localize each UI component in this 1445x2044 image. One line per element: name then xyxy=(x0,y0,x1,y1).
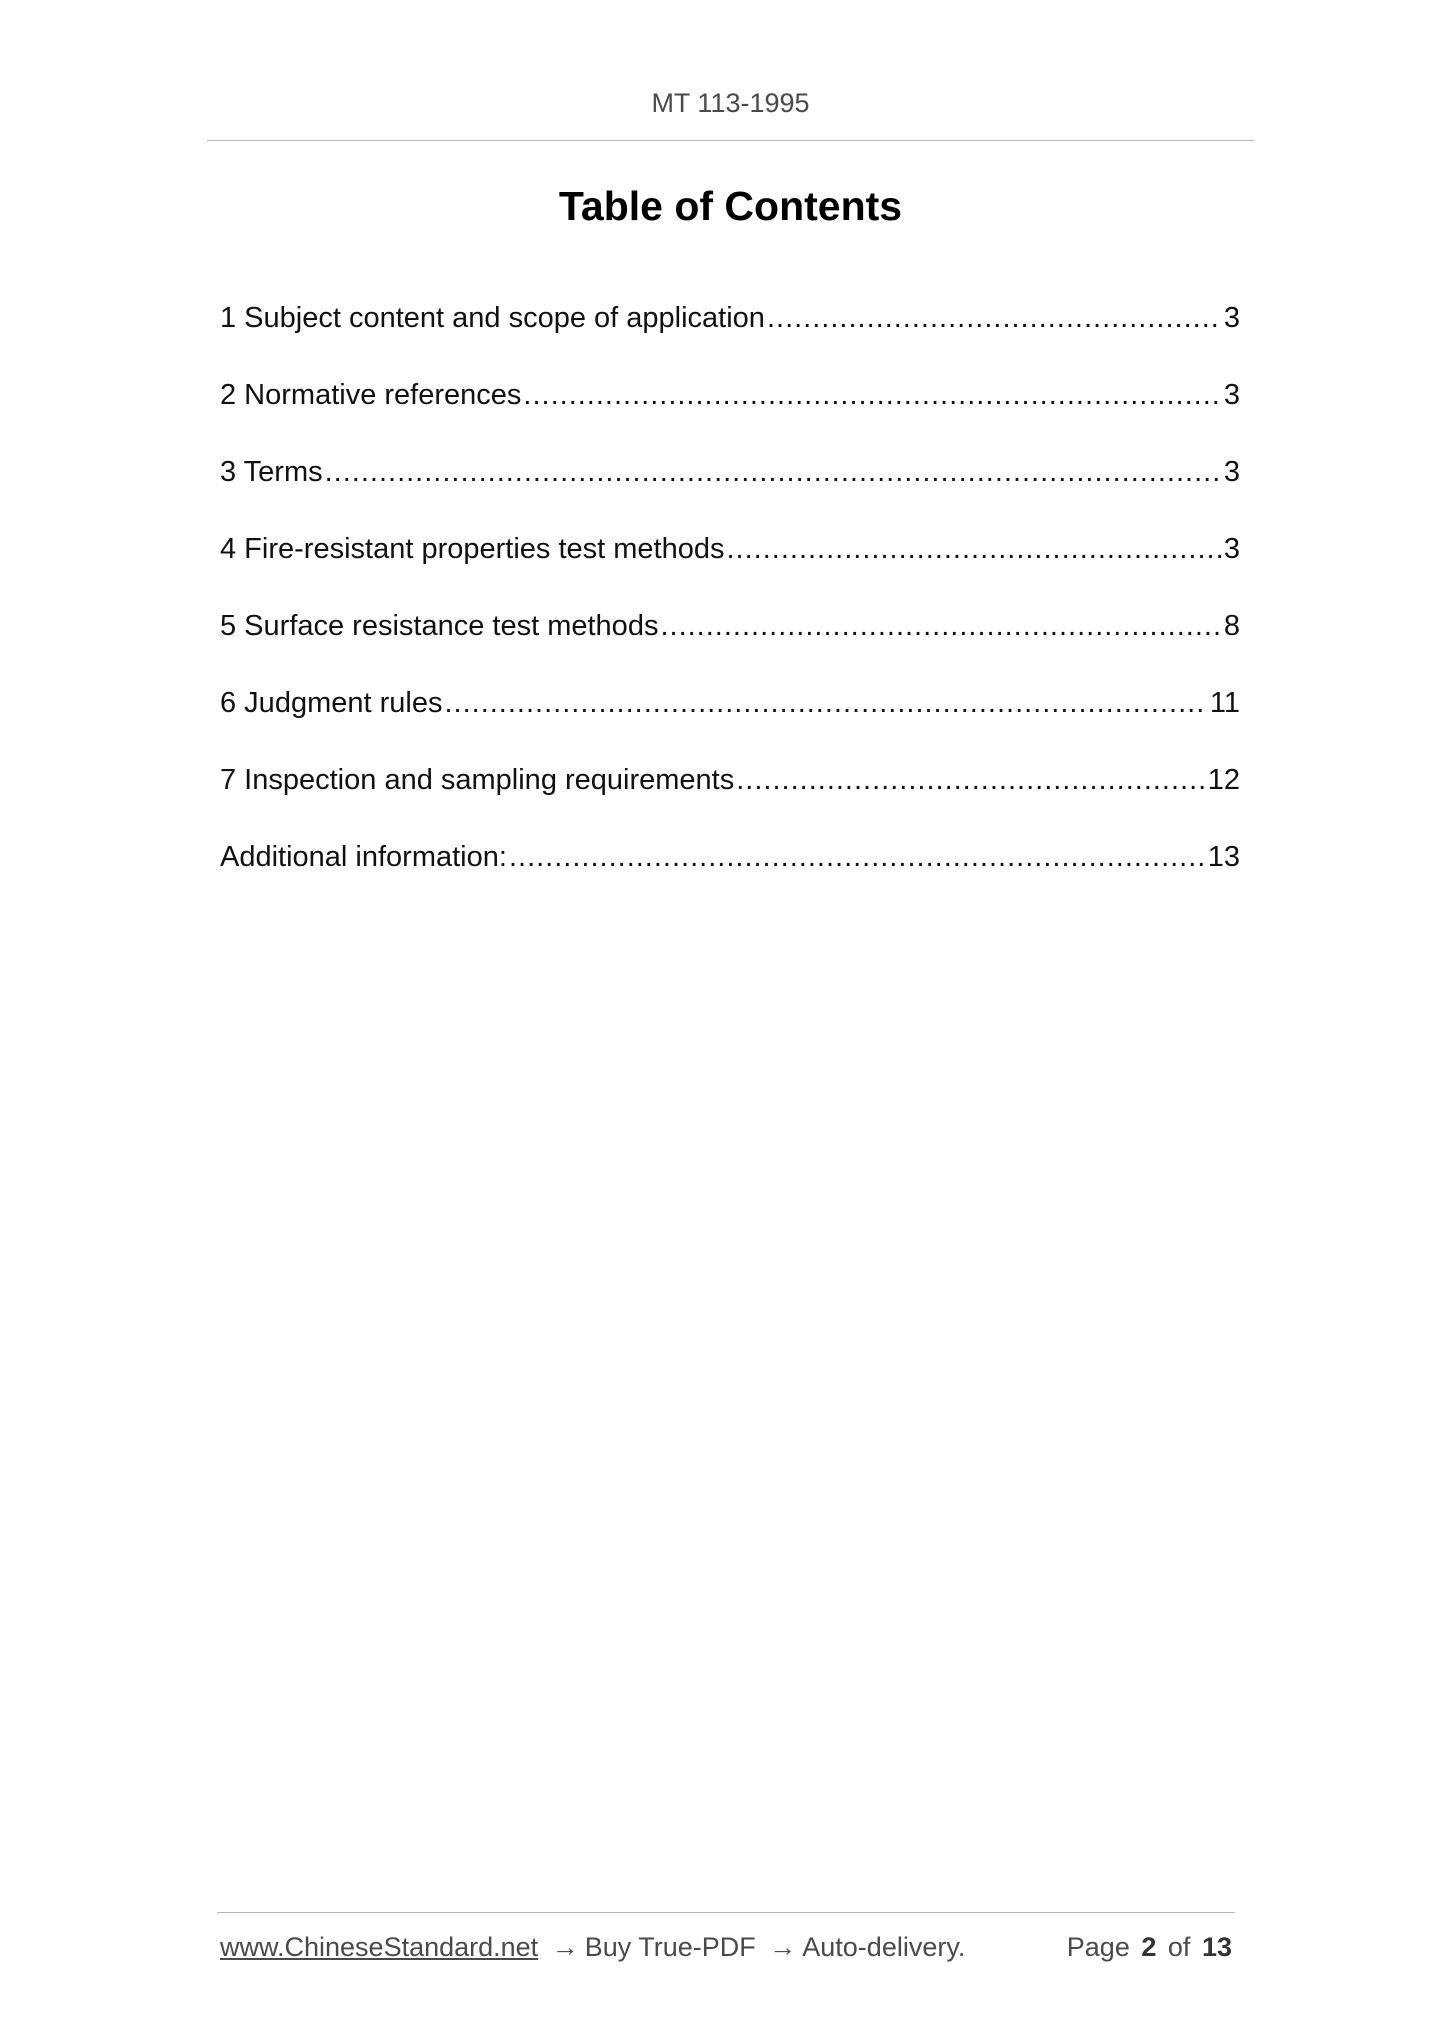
toc-entry-additional[interactable] xyxy=(220,841,1240,918)
toc-dot-leader xyxy=(444,687,1207,720)
toc-dot-leader xyxy=(736,764,1205,797)
footer-step-delivery: Auto-delivery. xyxy=(802,1932,966,1962)
arrow-right-icon: → xyxy=(769,1932,797,1962)
toc-entry-5[interactable] xyxy=(220,610,1240,687)
page-footer xyxy=(220,1932,1232,1963)
toc-entry-label: 7 Inspection and sampling requirements xyxy=(220,764,735,796)
toc-entry-page: 11 xyxy=(1209,687,1240,719)
page-counter xyxy=(1063,1932,1232,1963)
arrow-right-icon: → xyxy=(551,1932,579,1962)
toc-dot-leader xyxy=(325,456,1222,489)
toc-entry-2[interactable] xyxy=(220,379,1240,456)
toc-title: Table of Contents xyxy=(558,183,903,229)
website-link[interactable]: www.ChineseStandard.net xyxy=(220,1932,539,1962)
toc-entry-label: Additional information: xyxy=(220,841,507,873)
current-page-number: 2 xyxy=(1141,1932,1157,1962)
total-pages-number: 13 xyxy=(1201,1932,1232,1962)
toc-dot-leader xyxy=(523,379,1221,412)
toc-entry-label: 4 Fire-resistant properties test methods xyxy=(220,533,725,565)
toc-dot-leader xyxy=(509,841,1206,874)
toc-entry-label: 2 Normative references xyxy=(220,379,522,411)
of-word: of xyxy=(1167,1932,1191,1962)
toc-entry-label: 1 Subject content and scope of application xyxy=(220,302,765,334)
toc-dot-leader xyxy=(726,533,1221,566)
toc-entry-page: 8 xyxy=(1223,610,1240,642)
document-header-id: MT 113-1995 xyxy=(651,88,810,118)
toc-entry-page: 3 xyxy=(1223,533,1240,565)
toc-entry-label: 3 Terms xyxy=(220,456,323,488)
toc-entry-1[interactable] xyxy=(220,302,1240,379)
toc-dot-leader xyxy=(767,302,1222,335)
toc-entry-page: 3 xyxy=(1223,302,1240,334)
toc-entry-7[interactable] xyxy=(220,764,1240,841)
toc-entry-label: 6 Judgment rules xyxy=(220,687,443,719)
toc-entry-6[interactable] xyxy=(220,687,1240,764)
toc-entry-page: 3 xyxy=(1223,379,1240,411)
toc-list xyxy=(220,302,1240,918)
toc-entry-label: 5 Surface resistance test methods xyxy=(220,610,659,642)
toc-entry-page: 13 xyxy=(1207,841,1240,873)
toc-entry-page: 3 xyxy=(1223,456,1240,488)
footer-step-buy: Buy True-PDF xyxy=(584,1932,756,1962)
toc-entry-page: 12 xyxy=(1207,764,1240,796)
toc-dot-leader xyxy=(660,610,1221,643)
footer-purchase-info xyxy=(220,1932,965,1963)
page-word: Page xyxy=(1066,1932,1130,1962)
toc-entry-4[interactable] xyxy=(220,533,1240,610)
header-divider xyxy=(207,140,1254,141)
footer-divider xyxy=(217,1912,1235,1913)
toc-entry-3[interactable] xyxy=(220,456,1240,533)
